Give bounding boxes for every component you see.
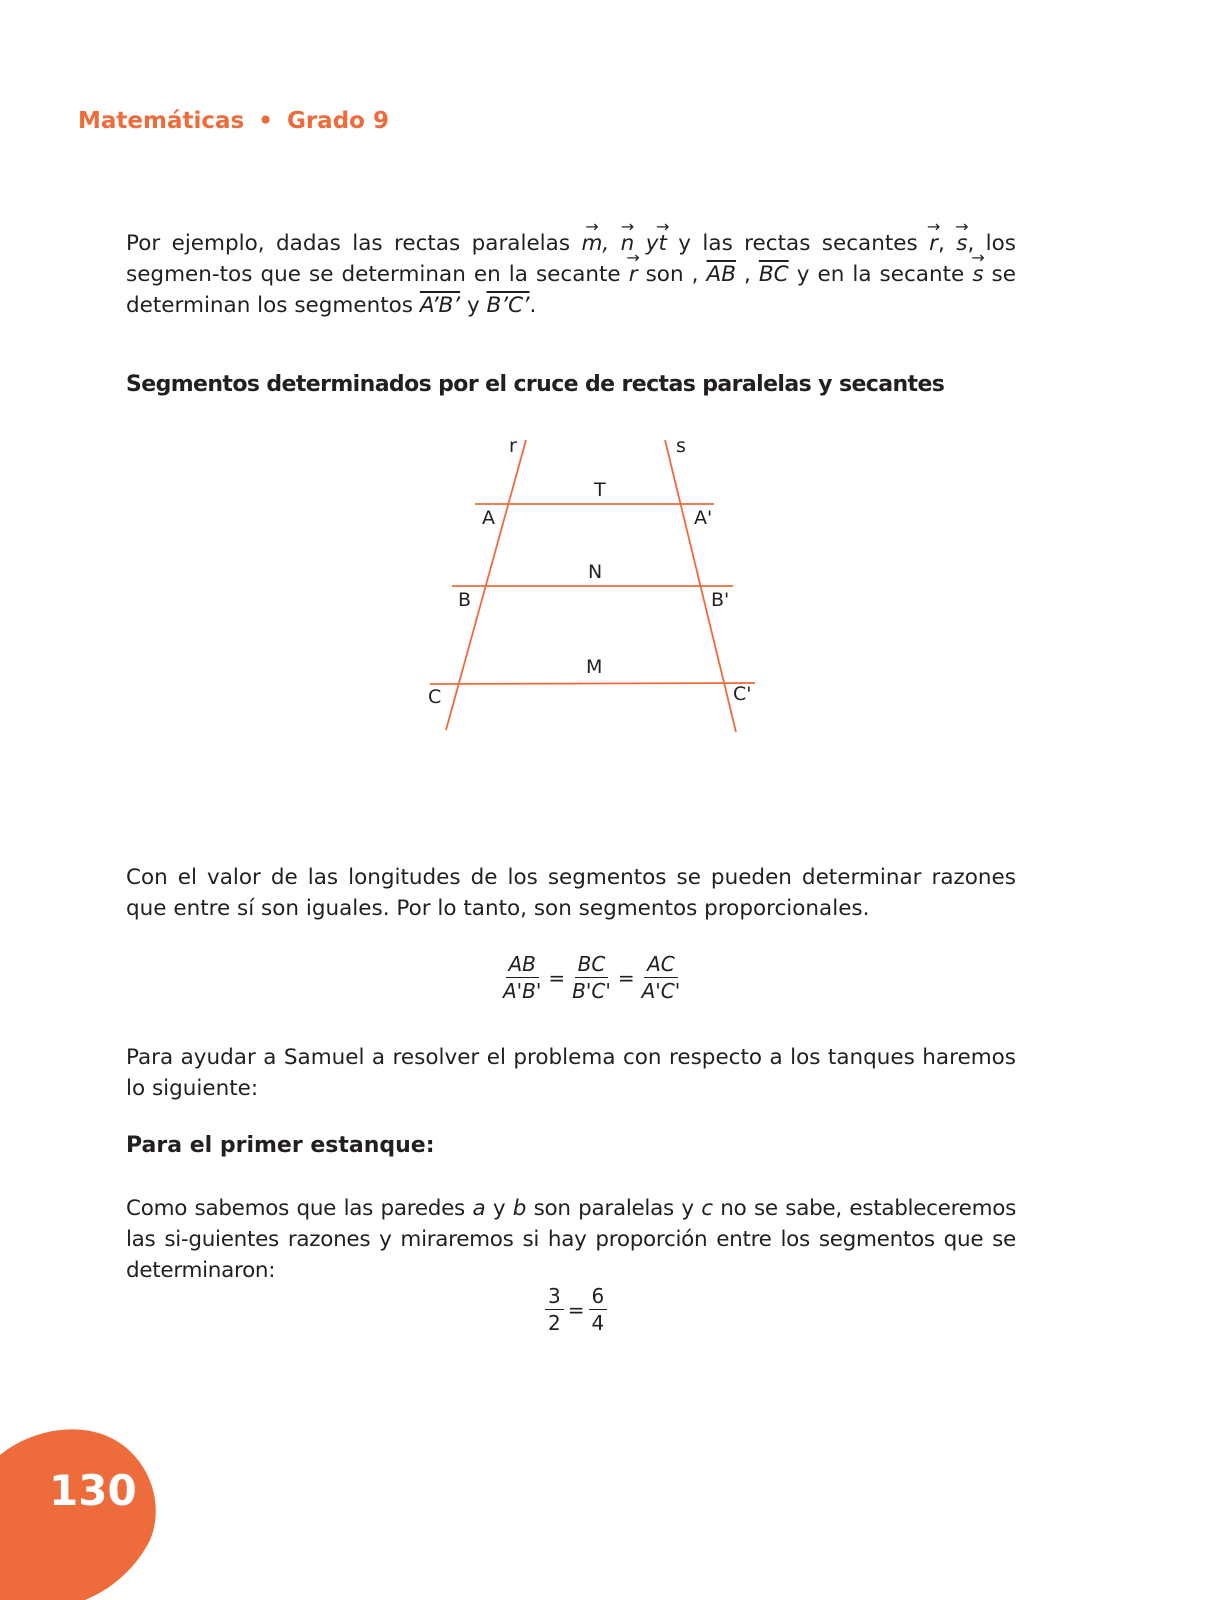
proportional-paragraph: Con el valor de las longitudes de los segmentos se pueden determinar razones que entre sí son iguales. Por lo tanto, son segmentos proporcionales.	[126, 865, 1016, 921]
intro-y: y	[634, 231, 659, 256]
header-subject: Matemáticas	[78, 108, 245, 134]
vector-n: → n	[621, 228, 635, 259]
fraction	[545, 1284, 564, 1335]
label-a: A	[482, 507, 495, 529]
numerator: BC	[575, 952, 609, 978]
page-number: 130	[49, 1466, 137, 1515]
intro-text: , los segmen-tos que se determinan en la secante	[126, 231, 1017, 287]
variable-b: b	[512, 1196, 527, 1221]
label-a-prime: A'	[694, 507, 713, 529]
walls-text: no se sabe, estableceremos las si-guientes razones y miraremos si hay proporción entre los segmentos que se determinaron:	[126, 1196, 1017, 1283]
fraction	[500, 952, 544, 1003]
numerator: 3	[545, 1284, 564, 1310]
denominator: 2	[548, 1311, 561, 1335]
label-b-prime: B'	[711, 589, 730, 611]
equals-sign: =	[548, 965, 566, 990]
vector-r: → r	[929, 228, 938, 259]
segment-bc: $\overline{BC}$	[758, 262, 789, 287]
vector-s: → s	[972, 259, 983, 290]
intro-text: .	[529, 293, 537, 318]
vector-s: → s	[956, 228, 967, 259]
intro-text: Por ejemplo, dadas las rectas paralelas	[126, 231, 582, 256]
equals-sign: =	[567, 1297, 585, 1322]
vector-r: → r	[629, 259, 638, 290]
ratio-equation-numbers	[543, 1284, 609, 1335]
label-b: B	[458, 589, 472, 611]
label-s: s	[676, 435, 686, 457]
equals-sign: =	[617, 965, 635, 990]
numerator: AB	[506, 952, 539, 978]
variable-c: c	[701, 1196, 713, 1221]
intro-text: son ,	[637, 262, 707, 287]
vector-t: → t	[658, 228, 666, 259]
intro-text: se determinan los segmentos	[126, 262, 1016, 318]
segment-a-prime-b-prime: A’B’	[419, 293, 461, 318]
intro-text: y en la secante	[788, 262, 973, 287]
secant-line-r	[446, 440, 526, 730]
denominator: 4	[591, 1311, 605, 1335]
walls-text: son paralelas y	[526, 1196, 702, 1221]
numerator: 6	[589, 1284, 608, 1310]
walls-text: Como sabemos que las paredes	[126, 1196, 473, 1221]
parallel-line-m	[430, 683, 755, 684]
segment-b-prime-c-prime: B’C’	[486, 293, 530, 318]
label-r: r	[509, 435, 517, 457]
header-separator: •	[258, 108, 273, 134]
segment-ab: $\overline{AB}$	[706, 262, 736, 287]
intro-text: y	[460, 293, 487, 318]
vector-m: → m	[581, 228, 602, 259]
intro-comma: ,	[602, 231, 621, 256]
ratio-equation-segments	[498, 952, 685, 1003]
intro-text: y las rectas secantes	[666, 231, 930, 256]
numerator: AC	[644, 952, 678, 978]
label-m: M	[586, 656, 603, 678]
fraction	[639, 952, 684, 1003]
denominator: A'B'	[503, 979, 542, 1003]
denominator: B'C'	[572, 979, 611, 1003]
section-title: Segmentos determinados por el cruce de rectas paralelas y secantes	[126, 372, 945, 397]
label-c: C	[428, 686, 442, 708]
label-n: N	[588, 561, 603, 583]
samuel-paragraph: Para ayudar a Samuel a resolver el problema con respecto a los tanques haremos lo siguiente:	[126, 1045, 1016, 1101]
denominator: A'C'	[641, 979, 681, 1003]
variable-a: a	[472, 1196, 486, 1221]
walls-text: y	[485, 1196, 513, 1221]
fraction	[569, 952, 614, 1003]
first-tank-heading: Para el primer estanque:	[126, 1133, 435, 1158]
label-c-prime: C'	[733, 683, 752, 705]
label-t: T	[594, 479, 606, 501]
fraction	[589, 1284, 608, 1335]
walls-paragraph	[126, 1193, 1016, 1286]
header-grade: Grado 9	[286, 108, 389, 134]
intro-comma: ,	[937, 231, 957, 256]
intro-text: ,	[735, 262, 759, 287]
